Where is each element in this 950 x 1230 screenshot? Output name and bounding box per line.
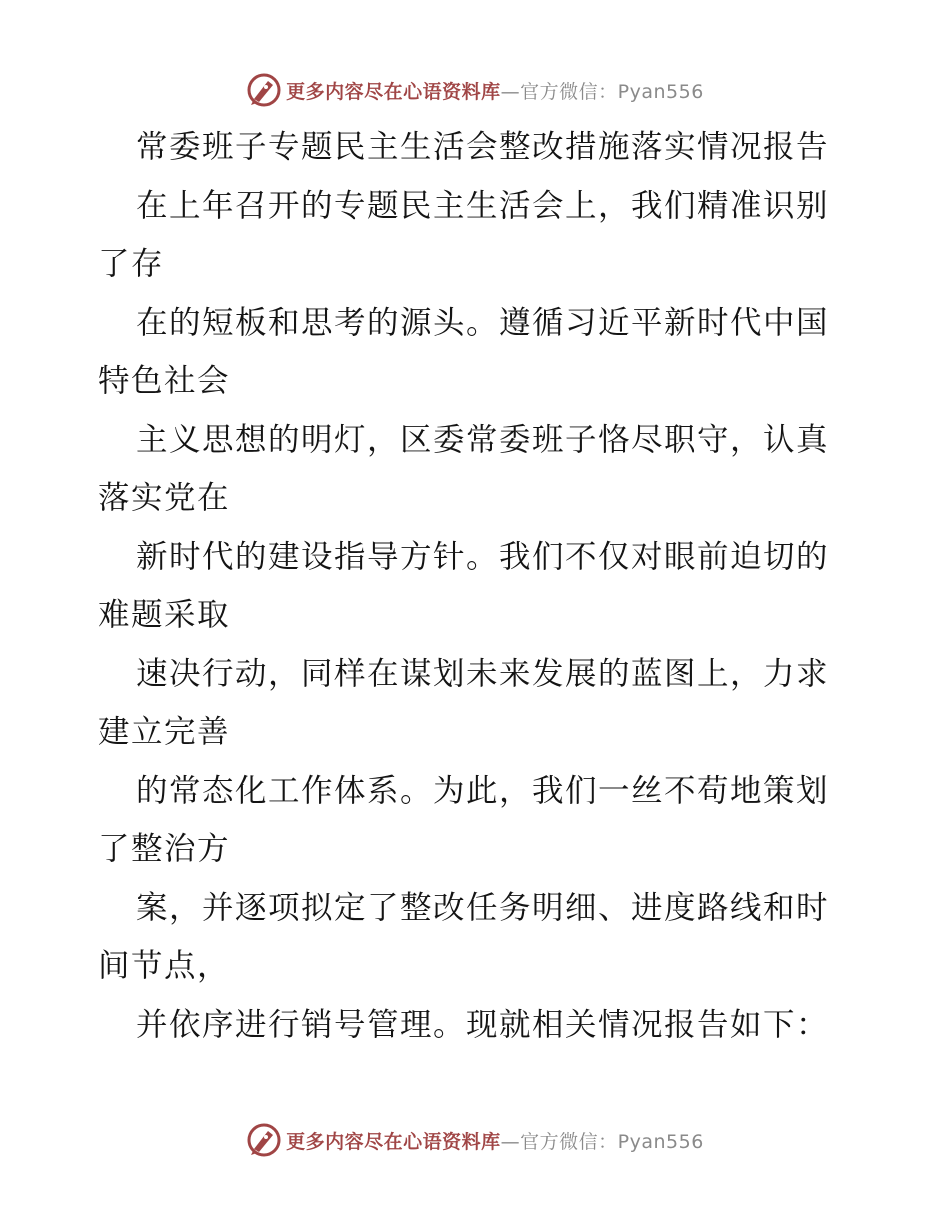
watermark-separator: — (500, 1130, 521, 1153)
footer-watermark (0, 1120, 950, 1160)
watermark-contact: 官方微信：Pyan556 (520, 1130, 704, 1153)
paragraph-line: 主义思想的明灯，区委常委班子恪尽职守，认真 (136, 421, 830, 458)
pen-logo-icon (246, 1122, 282, 1158)
document-body (98, 118, 858, 1054)
paragraph-line: 新时代的建设指导方针。我们不仅对眼前迫切的 (136, 538, 830, 575)
watermark-contact: 官方微信：Pyan556 (520, 80, 704, 103)
watermark-text (286, 77, 704, 104)
paragraph-line: 案，并逐项拟定了整改任务明细、进度路线和时 (136, 889, 830, 926)
paragraph-line: 并依序进行销号管理。现就相关情况报告如下： (136, 1006, 830, 1043)
watermark-brand: 更多内容尽在心语资料库 (286, 80, 501, 103)
paragraph-line: 难题采取 (98, 597, 231, 633)
paragraph-line: 建立完善 (98, 714, 231, 750)
pen-logo-icon (246, 72, 282, 108)
paragraph-line: 在的短板和思考的源头。遵循习近平新时代中国 (136, 304, 830, 341)
watermark-separator: — (500, 80, 521, 103)
paragraph-line: 了整治方 (98, 831, 231, 867)
paragraph-line: 的常态化工作体系。为此，我们一丝不苟地策划 (136, 772, 830, 809)
paragraph-line: 间节点， (98, 948, 231, 984)
paragraph-line: 在上年召开的专题民主生活会上，我们精准识别 (136, 187, 830, 224)
header-watermark (0, 70, 950, 110)
paragraph-line: 特色社会 (98, 363, 231, 399)
paragraph-line: 落实党在 (98, 480, 231, 516)
document-title: 常委班子专题民主生活会整改措施落实情况报告 (136, 129, 830, 165)
watermark-brand: 更多内容尽在心语资料库 (286, 1130, 501, 1153)
paragraph-line: 速决行动，同样在谋划未来发展的蓝图上，力求 (136, 655, 830, 692)
paragraph-line: 了存 (98, 246, 165, 282)
watermark-text (286, 1127, 704, 1154)
